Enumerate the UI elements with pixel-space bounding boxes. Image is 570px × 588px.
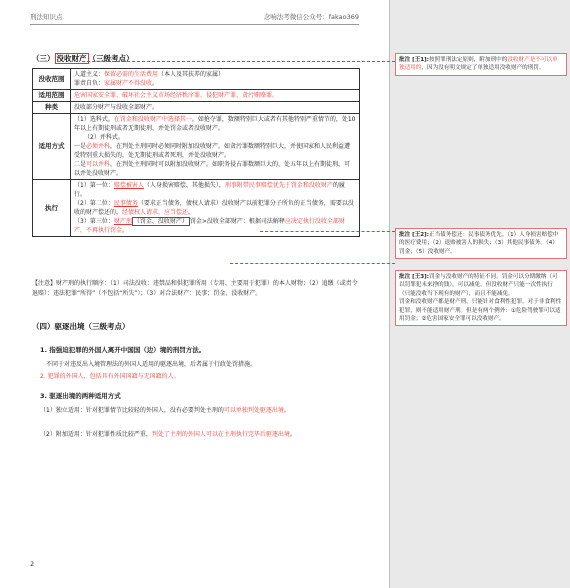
paragraph-highlight: 2. 犯罪的外国人，包括具有外国国籍与无国籍的人。 xyxy=(40,373,180,380)
row-label: 适用方式 xyxy=(33,114,71,180)
confiscation-table xyxy=(32,68,360,237)
section-prefix: （三） xyxy=(32,54,55,63)
row-content: （1）第一位：赔偿被害人（人身损害赔偿、其他损失），刑事附带民事赔偿优先于罚金和没收财产的履行。 （2）第二位：民事债务（要求正当债务，债权人请求）没收财产以前犯罪分子所负的正当债务，需要以没收的财产偿还的，经债权人请求，应当偿还。 （3）第三位：财产刑 （罚金、没收财产） 罚金>没收全部财产：根据司法解释应决定执行没收全部财产，不再执行罚金。 xyxy=(71,180,360,237)
row-label: 种类 xyxy=(33,102,71,114)
table-row xyxy=(33,90,360,102)
row-label: 执行 xyxy=(33,180,71,237)
row-label: 适用范围 xyxy=(33,90,71,102)
section-heading-confiscation xyxy=(32,53,134,64)
table-row xyxy=(33,69,360,90)
attention-note: 【注意】财产刑的执行顺序：（1）司法没收：违禁品和供犯罪所用（专用、主要用于犯罪）的本人财物；（2）追缴（或责令退赔）：违法犯罪“所得”（不包括“所失”）；（3）对合法财产：民事；罚金、没收财产。 xyxy=(32,280,358,297)
row-label: 没收范围 xyxy=(33,69,71,90)
page-number: 2 xyxy=(30,560,35,568)
paragraph: 不同于对违反出入境管理法的外国人适用的驱逐出境，后者属于行政处罚措施。 xyxy=(46,361,257,368)
comment-balloon[interactable]: 批注 [王2]:正当债务偿还：民事债务优先。（1）人身损害赔偿中的医疗费用；（2）退赔被害人的损失；（3）其他民事债务。（4）罚金；（5）没收财产。 xyxy=(395,228,567,259)
section-suffix: （三级考点） xyxy=(88,54,134,63)
header-left-text: 刑法知识点 xyxy=(30,13,63,21)
subheading-definition: 1. 指强迫犯罪的外国人离开中国国（边）境的刑罚方法。 xyxy=(40,346,206,354)
row-content: （1）选科式。在罚金和没收财产中选择其一。如抢夺罪，数额特别巨大或者有其他特别严重情节的，处10年以上有期徒刑或者无期徒刑，并处罚金或者没收财产。 （2）并科式。 一是必须并科，在判处主刑同时必须同时附加没收财产。如贪污罪数额特别巨大，并使国家和人民利益遭受特别重大损失的，处无期徒刑或者死刑，并处没收财产。 二是可以并科，在判处主刑同时可以附加没收财产。如职务侵占罪数额巨大的，处五年以上有期徒刑，可以并处没收财产。 xyxy=(71,114,360,180)
comment-balloon[interactable]: 批注 [王3]:罚金与没收财产的特征不同。罚金可以分期缴纳（可以罚罪犯未来挣的钱），可以减免。但没收财产只能一次性执行（只能没收当下现有的财产），而且不能减免。 罚金和没收财产都是财产刑，只能针对食利性犯罪。对于非食利性犯罪，则不能适用财产刑。但是有两个例外：①危险驾驶罪可以适用罚金；②危害国家安全罪可以没收财产。 xyxy=(395,270,567,326)
header-right-text: 念响法考微信公众号：fakao369 xyxy=(263,13,359,21)
header-rule xyxy=(30,24,359,25)
row-content: 人道主义：保留必需的生活费用（本人及其扶养的家属） 罪责自负：家属财产不得没收。 xyxy=(71,69,360,90)
row-content: 没收部分财产与没收全部财产。 xyxy=(71,102,360,114)
table-row xyxy=(33,180,360,237)
paragraph-independent: （1）独立适用：针对犯罪情节比较轻的外国人，没有必要判处主刑的可以单独判处驱逐出境。 xyxy=(40,407,290,414)
table-row xyxy=(33,114,360,180)
comment-connector xyxy=(260,231,395,232)
comment-connector xyxy=(82,61,395,62)
section-heading-deportation: （四）驱逐出境（三级考点） xyxy=(32,322,130,331)
subheading-methods: 3. 驱逐出境的两种适用方式 xyxy=(40,392,121,400)
comment-connector xyxy=(230,263,395,264)
table-row xyxy=(33,102,360,114)
row-content: 危害国家安全罪、破坏社会主义市场经济秩序罪、侵犯财产罪、贪污贿赂罪。 xyxy=(71,90,360,102)
paragraph-additional: （2）附加适用：针对犯罪性质比较严重，判处了主刑的外国人可以在主刑执行完毕后驱逐出境。 xyxy=(40,431,296,438)
section-title-highlight: 没收财产 xyxy=(56,54,87,63)
comment-balloon[interactable]: 批注 [王1]:按照罪刑法定原则，附加刑中的没收财产是不可以单独适用的，因为没有明文规定了单独适用没收财产的刑罚。 xyxy=(395,53,567,76)
